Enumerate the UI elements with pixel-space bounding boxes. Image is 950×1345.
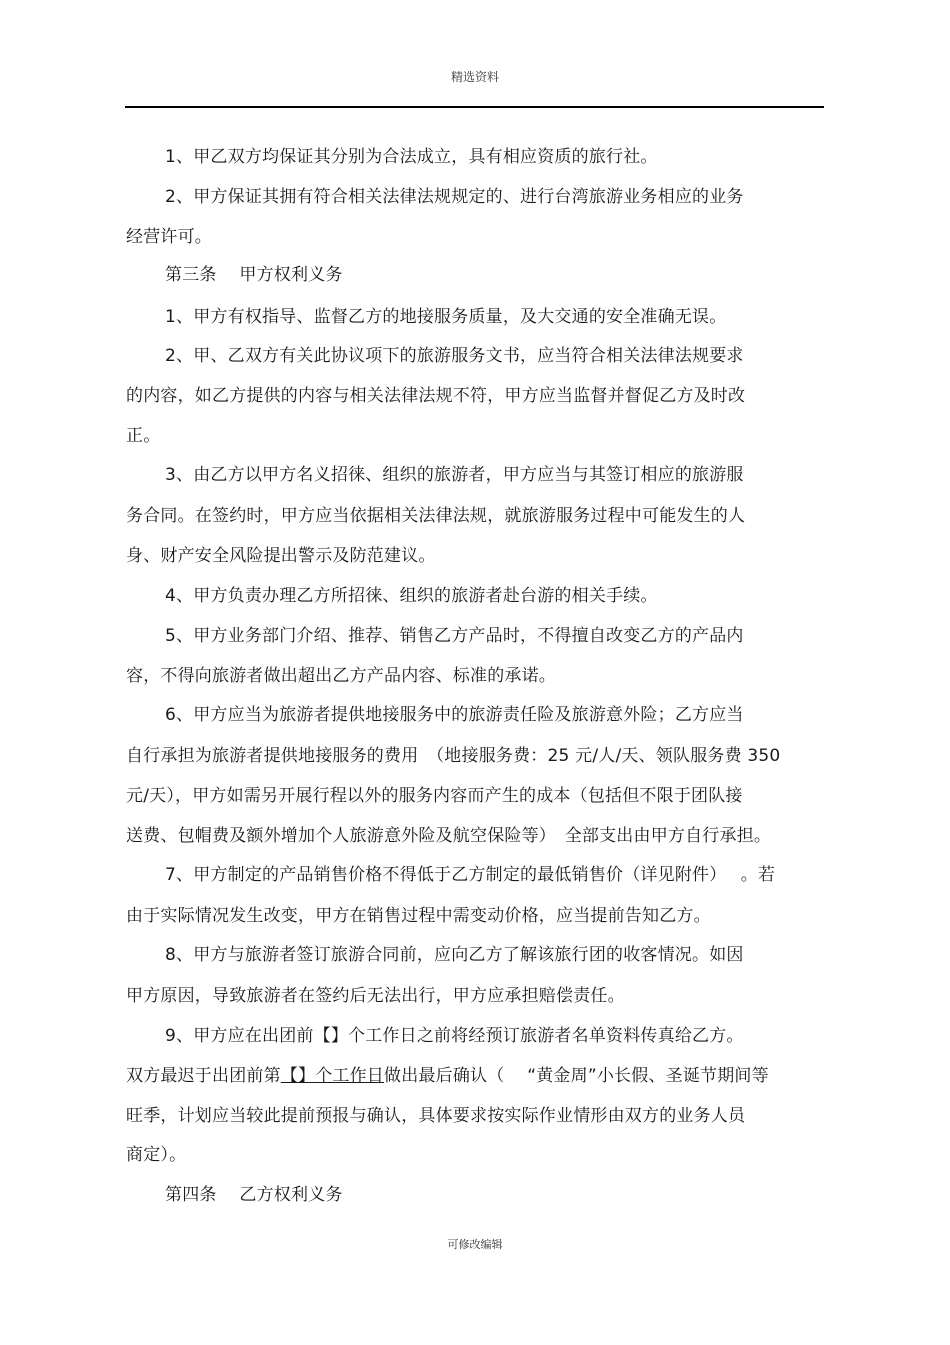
clause-2-item-2: 2、甲方保证其拥有符合相关法律法规规定的、进行台湾旅游业务相应的业务 [165,187,744,207]
article-3-item-3-cont: 务合同。在签约时，甲方应当依据相关法律法规，就旅游服务过程中可能发生的人 [126,506,746,526]
clause-2-item-1: 1、甲乙双方均保证其分别为合法成立，具有相应资质的旅行社。 [165,147,658,167]
article-3-item-8-cont: 甲方原因，导致旅游者在签约后无法出行，甲方应承担赔偿责任。 [126,986,625,1006]
article-3-item-9-cont: 商定）。 [126,1145,187,1165]
article-3-item-9-cont [126,1065,769,1087]
article-3-item-9-cont: 旺季，计划应当较此提前预报与确认，具体要求按实际作业情形由双方的业务人员 [126,1106,746,1126]
page-footer: 可修改编辑 [447,1238,503,1251]
article-3-item-3-cont: 身、财产安全风险提出警示及防范建议。 [126,546,436,566]
article-3-item-5-cont: 容，不得向旅游者做出超出乙方产品内容、标准的承诺。 [126,666,556,686]
article-3-item-2-cont: 正。 [126,426,161,446]
article-3-item-8: 8、甲方与旅游者签订旅游合同前，应向乙方了解该旅行团的收客情况。如因 [165,945,744,965]
line-segment: 双方最迟于出团前第 [126,1066,281,1086]
line-segment: 做出最后确认（ “黄金周”小长假、圣诞节期间等 [384,1066,769,1086]
underlined-workdays: 【】个工作日 [280,1066,385,1086]
article-3-item-6: 6、甲方应当为旅游者提供地接服务中的旅游责任险及旅游意外险；乙方应当 [165,705,744,725]
article-3-item-9: 9、甲方应在出团前【】个工作日之前将经预订旅游者名单资料传真给乙方。 [165,1026,744,1046]
article-3-item-6-cont: 元/天），甲方如需另开展行程以外的服务内容而产生的成本（包括但不限于团队接 [126,786,743,806]
article-3-item-7-cont: 由于实际情况发生改变，甲方在销售过程中需变动价格，应当提前告知乙方。 [126,906,711,926]
article-3-item-2-cont: 的内容，如乙方提供的内容与相关法律法规不符，甲方应当监督并督促乙方及时改 [126,386,746,406]
article-3-item-4: 4、甲方负责办理乙方所招徕、组织的旅游者赴台游的相关手续。 [165,586,658,606]
article-3-item-2: 2、甲、乙双方有关此协议项下的旅游服务文书，应当符合相关法律法规要求 [165,346,744,366]
page-header: 精选资料 [450,70,499,84]
article-3-item-5: 5、甲方业务部门介绍、推荐、销售乙方产品时，不得擅自改变乙方的产品内 [165,626,744,646]
article-4-heading: 第四条 乙方权利义务 [165,1185,343,1205]
article-3-item-7: 7、甲方制定的产品销售价格不得低于乙方制定的最低销售价（详见附件） 。若 [165,865,776,885]
article-3-item-6-cont: 自行承担为旅游者提供地接服务的费用 （地接服务费：25 元/人/天、领队服务费 350 [126,746,781,766]
clause-2-item-2-cont: 经营许可。 [126,227,212,247]
article-3-item-3: 3、由乙方以甲方名义招徕、组织的旅游者，甲方应当与其签订相应的旅游服 [165,465,744,485]
article-3-heading: 第三条 甲方权利义务 [165,265,343,285]
article-3-item-6-cont: 送费、包帽费及额外增加个人旅游意外险及航空保险等） 全部支出由甲方自行承担。 [126,826,772,846]
article-3-item-1: 1、甲方有权指导、监督乙方的地接服务质量，及大交通的安全准确无误。 [165,307,727,327]
header-rule [125,106,824,108]
